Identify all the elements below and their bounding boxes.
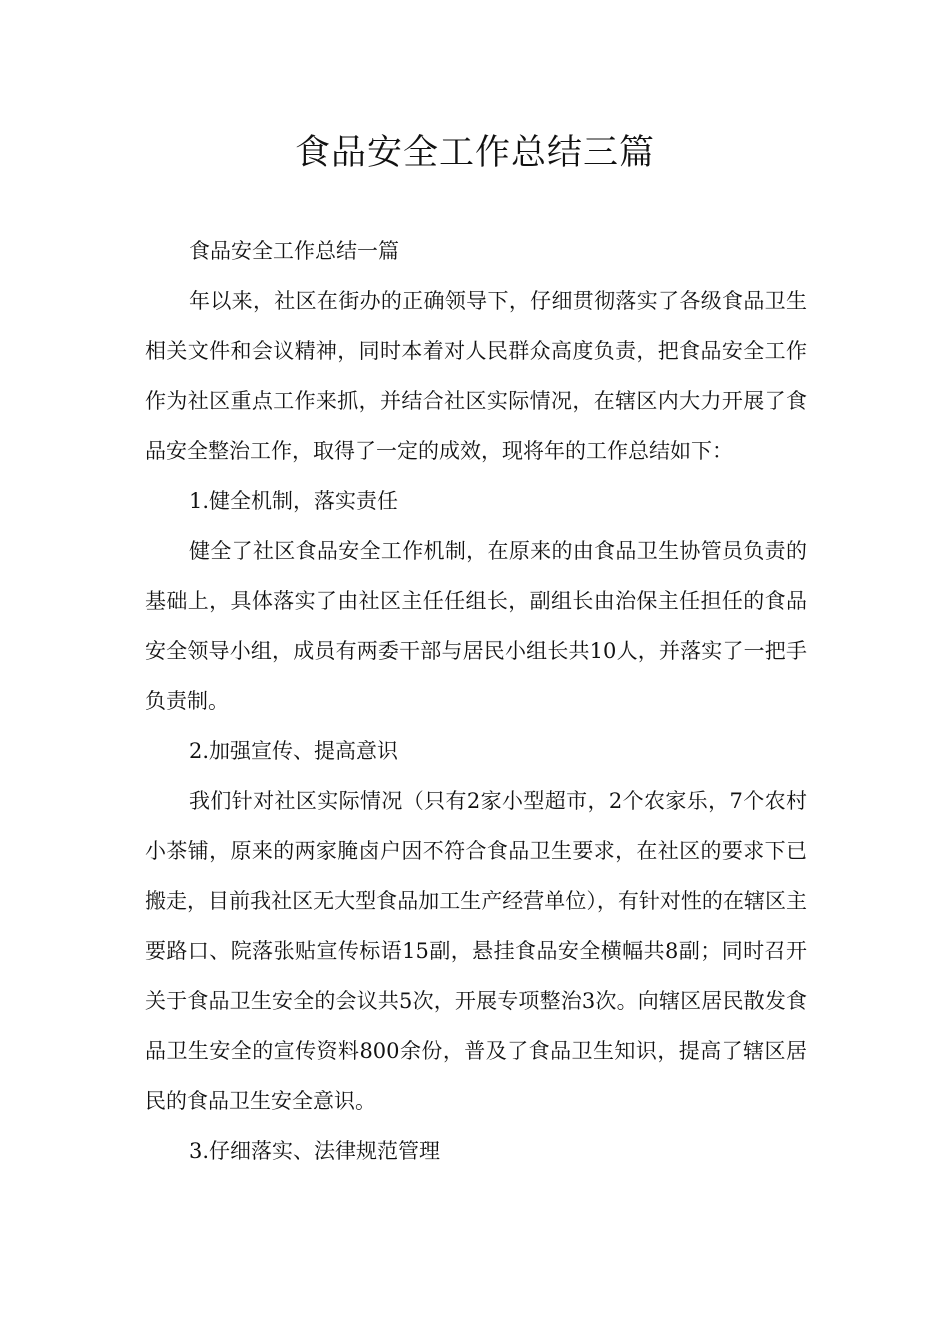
publicity-paragraph: 我们针对社区实际情况（只有2家小型超市，2个农家乐，7个农村小茶铺，原来的两家腌卤户因不符合食品卫生要求，在社区的要求下已搬走，目前我社区无大型食品加工生产经营单位），有针对性的在辖区主要路口、院落张贴宣传标语15副，悬挂食品安全横幅共8副；同时召开关于食品卫生安全的会议共5次，开展专项整治3次。向辖区居民散发食品卫生安全的宣传资料800余份，普及了食品卫生知识，提高了辖区居民的食品卫生安全意识。: [145, 789, 807, 1113]
document-title: 食品安全工作总结三篇: [294, 133, 655, 173]
subheading-management: 3.仔细落实、法律规范管理: [189, 1139, 441, 1163]
subheading-publicity: 2.加强宣传、提高意识: [189, 739, 399, 763]
section-heading-1: 食品安全工作总结一篇: [189, 239, 399, 263]
subheading-mechanism: 1.健全机制，落实责任: [189, 489, 399, 513]
intro-paragraph: 年以来，社区在街办的正确领导下，仔细贯彻落实了各级食品卫生相关文件和会议精神，同时本着对人民群众高度负责，把食品安全工作作为社区重点工作来抓，并结合社区实际情况，在辖区内大力开展了食品安全整治工作，取得了一定的成效，现将年的工作总结如下：: [145, 289, 807, 463]
document-body: [145, 226, 807, 1176]
mechanism-paragraph: 健全了社区食品安全工作机制，在原来的由食品卫生协管员负责的基础上，具体落实了由社区主任任组长，副组长由治保主任担任的食品安全领导小组，成员有两委干部与居民小组长共10人，并落实了一把手负责制。: [145, 539, 807, 713]
